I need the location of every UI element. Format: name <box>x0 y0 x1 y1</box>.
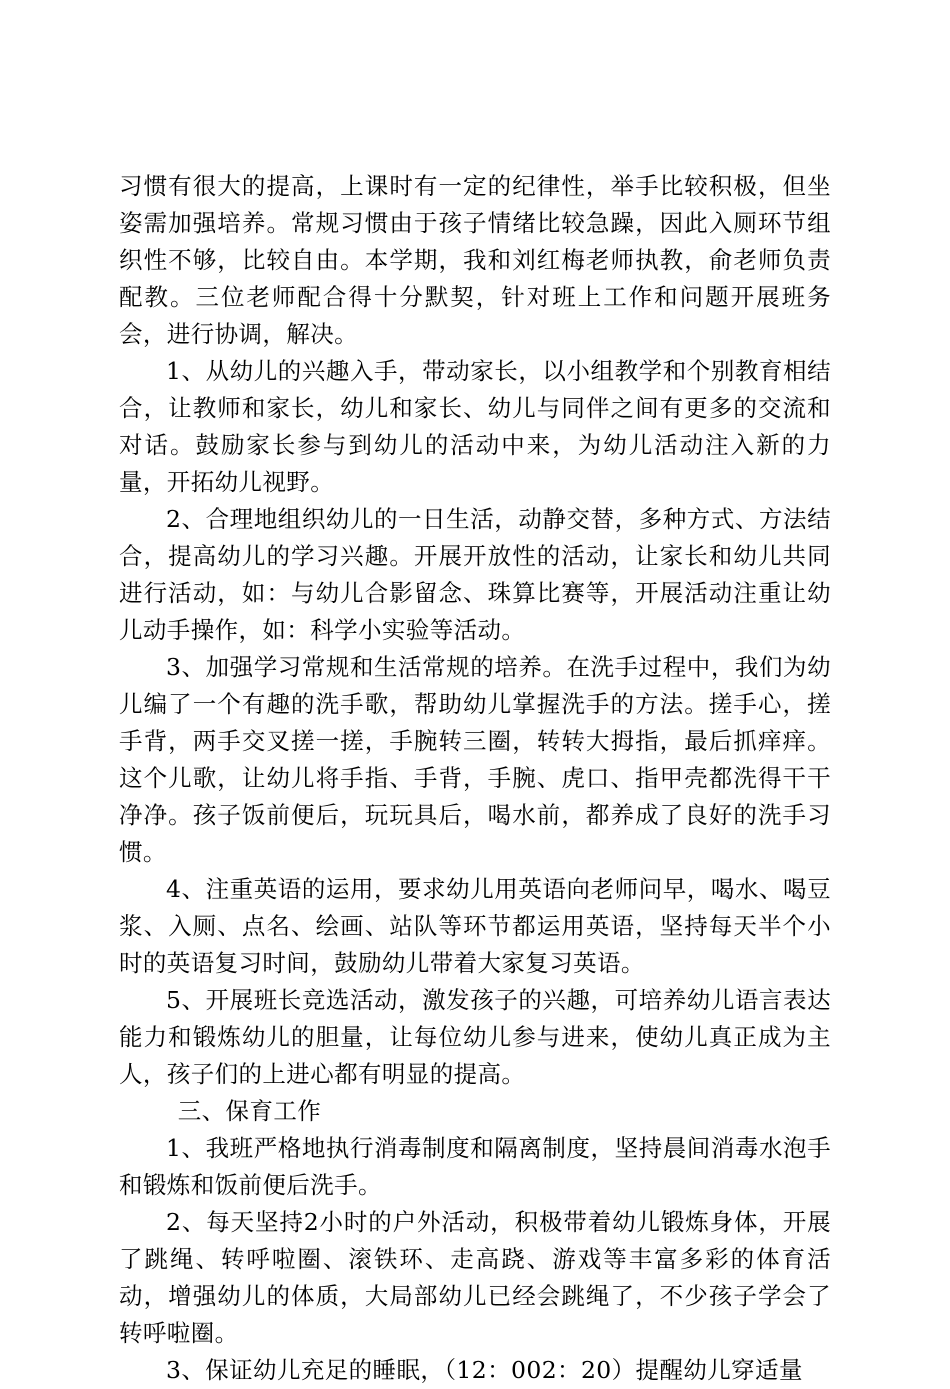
paragraph-item-1: 1、从幼儿的兴趣入手，带动家长，以小组教学和个别教育相结合，让教师和家长，幼儿和家长、幼儿与同伴之间有更多的交流和对话。鼓励家长参与到幼儿的活动中来，为幼儿活动注入新的力量，开拓幼儿视野。 <box>119 357 831 496</box>
paragraph-intro: 习惯有很大的提高，上课时有一定的纪律性，举手比较积极，但坐姿需加强培养。常规习惯由于孩子情绪比较急躁，因此入厕环节组织性不够，比较自由。本学期，我和刘红梅老师执教，俞老师负责配教。三位老师配合得十分默契，针对班上工作和问题开展班务会，进行协调，解决。 <box>119 172 831 348</box>
paragraph-care-1: 1、我班严格地执行消毒制度和隔离制度，坚持晨间消毒水泡手和锻炼和饭前便后洗手。 <box>119 1134 831 1199</box>
paragraph-care-3: 3、保证幼儿充足的睡眠，（12：002：20）提醒幼儿穿适量 <box>166 1356 803 1384</box>
paragraph-care-2: 2、每天坚持2小时的户外活动，积极带着幼儿锻炼身体，开展了跳绳、转呼啦圈、滚铁环、走高跷、游戏等丰富多彩的体育活动，增强幼儿的体质，大局部幼儿已经会跳绳了，不少孩子学会了转呼啦圈。 <box>119 1208 831 1347</box>
paragraph-item-3: 3、加强学习常规和生活常规的培养。在洗手过程中，我们为幼儿编了一个有趣的洗手歌，帮助幼儿掌握洗手的方法。搓手心，搓手背，两手交叉搓一搓，手腕转三圈，转转大拇指，最后抓痒痒。这个儿歌，让幼儿将手指、手背，手腕、虎口、指甲壳都洗得干干净净。孩子饭前便后，玩玩具后，喝水前，都养成了良好的洗手习惯。 <box>119 653 831 866</box>
section-heading: 三、保育工作 <box>177 1097 322 1125</box>
paragraph-item-4: 4、注重英语的运用，要求幼儿用英语向老师问早，喝水、喝豆浆、入厕、点名、绘画、站队等环节都运用英语，坚持每天半个小时的英语复习时间，鼓励幼儿带着大家复习英语。 <box>119 875 831 977</box>
paragraph-item-2: 2、合理地组织幼儿的一日生活，动静交替，多种方式、方法结合，提高幼儿的学习兴趣。开展开放性的活动，让家长和幼儿共同进行活动，如：与幼儿合影留念、珠算比赛等，开展活动注重让幼儿动手操作，如：科学小实验等活动。 <box>119 505 831 644</box>
paragraph-item-5: 5、开展班长竞选活动，激发孩子的兴趣，可培养幼儿语言表达能力和锻炼幼儿的胆量，让每位幼儿参与进来，使幼儿真正成为主人，孩子们的上进心都有明显的提高。 <box>119 986 831 1088</box>
document-page <box>119 168 831 1389</box>
